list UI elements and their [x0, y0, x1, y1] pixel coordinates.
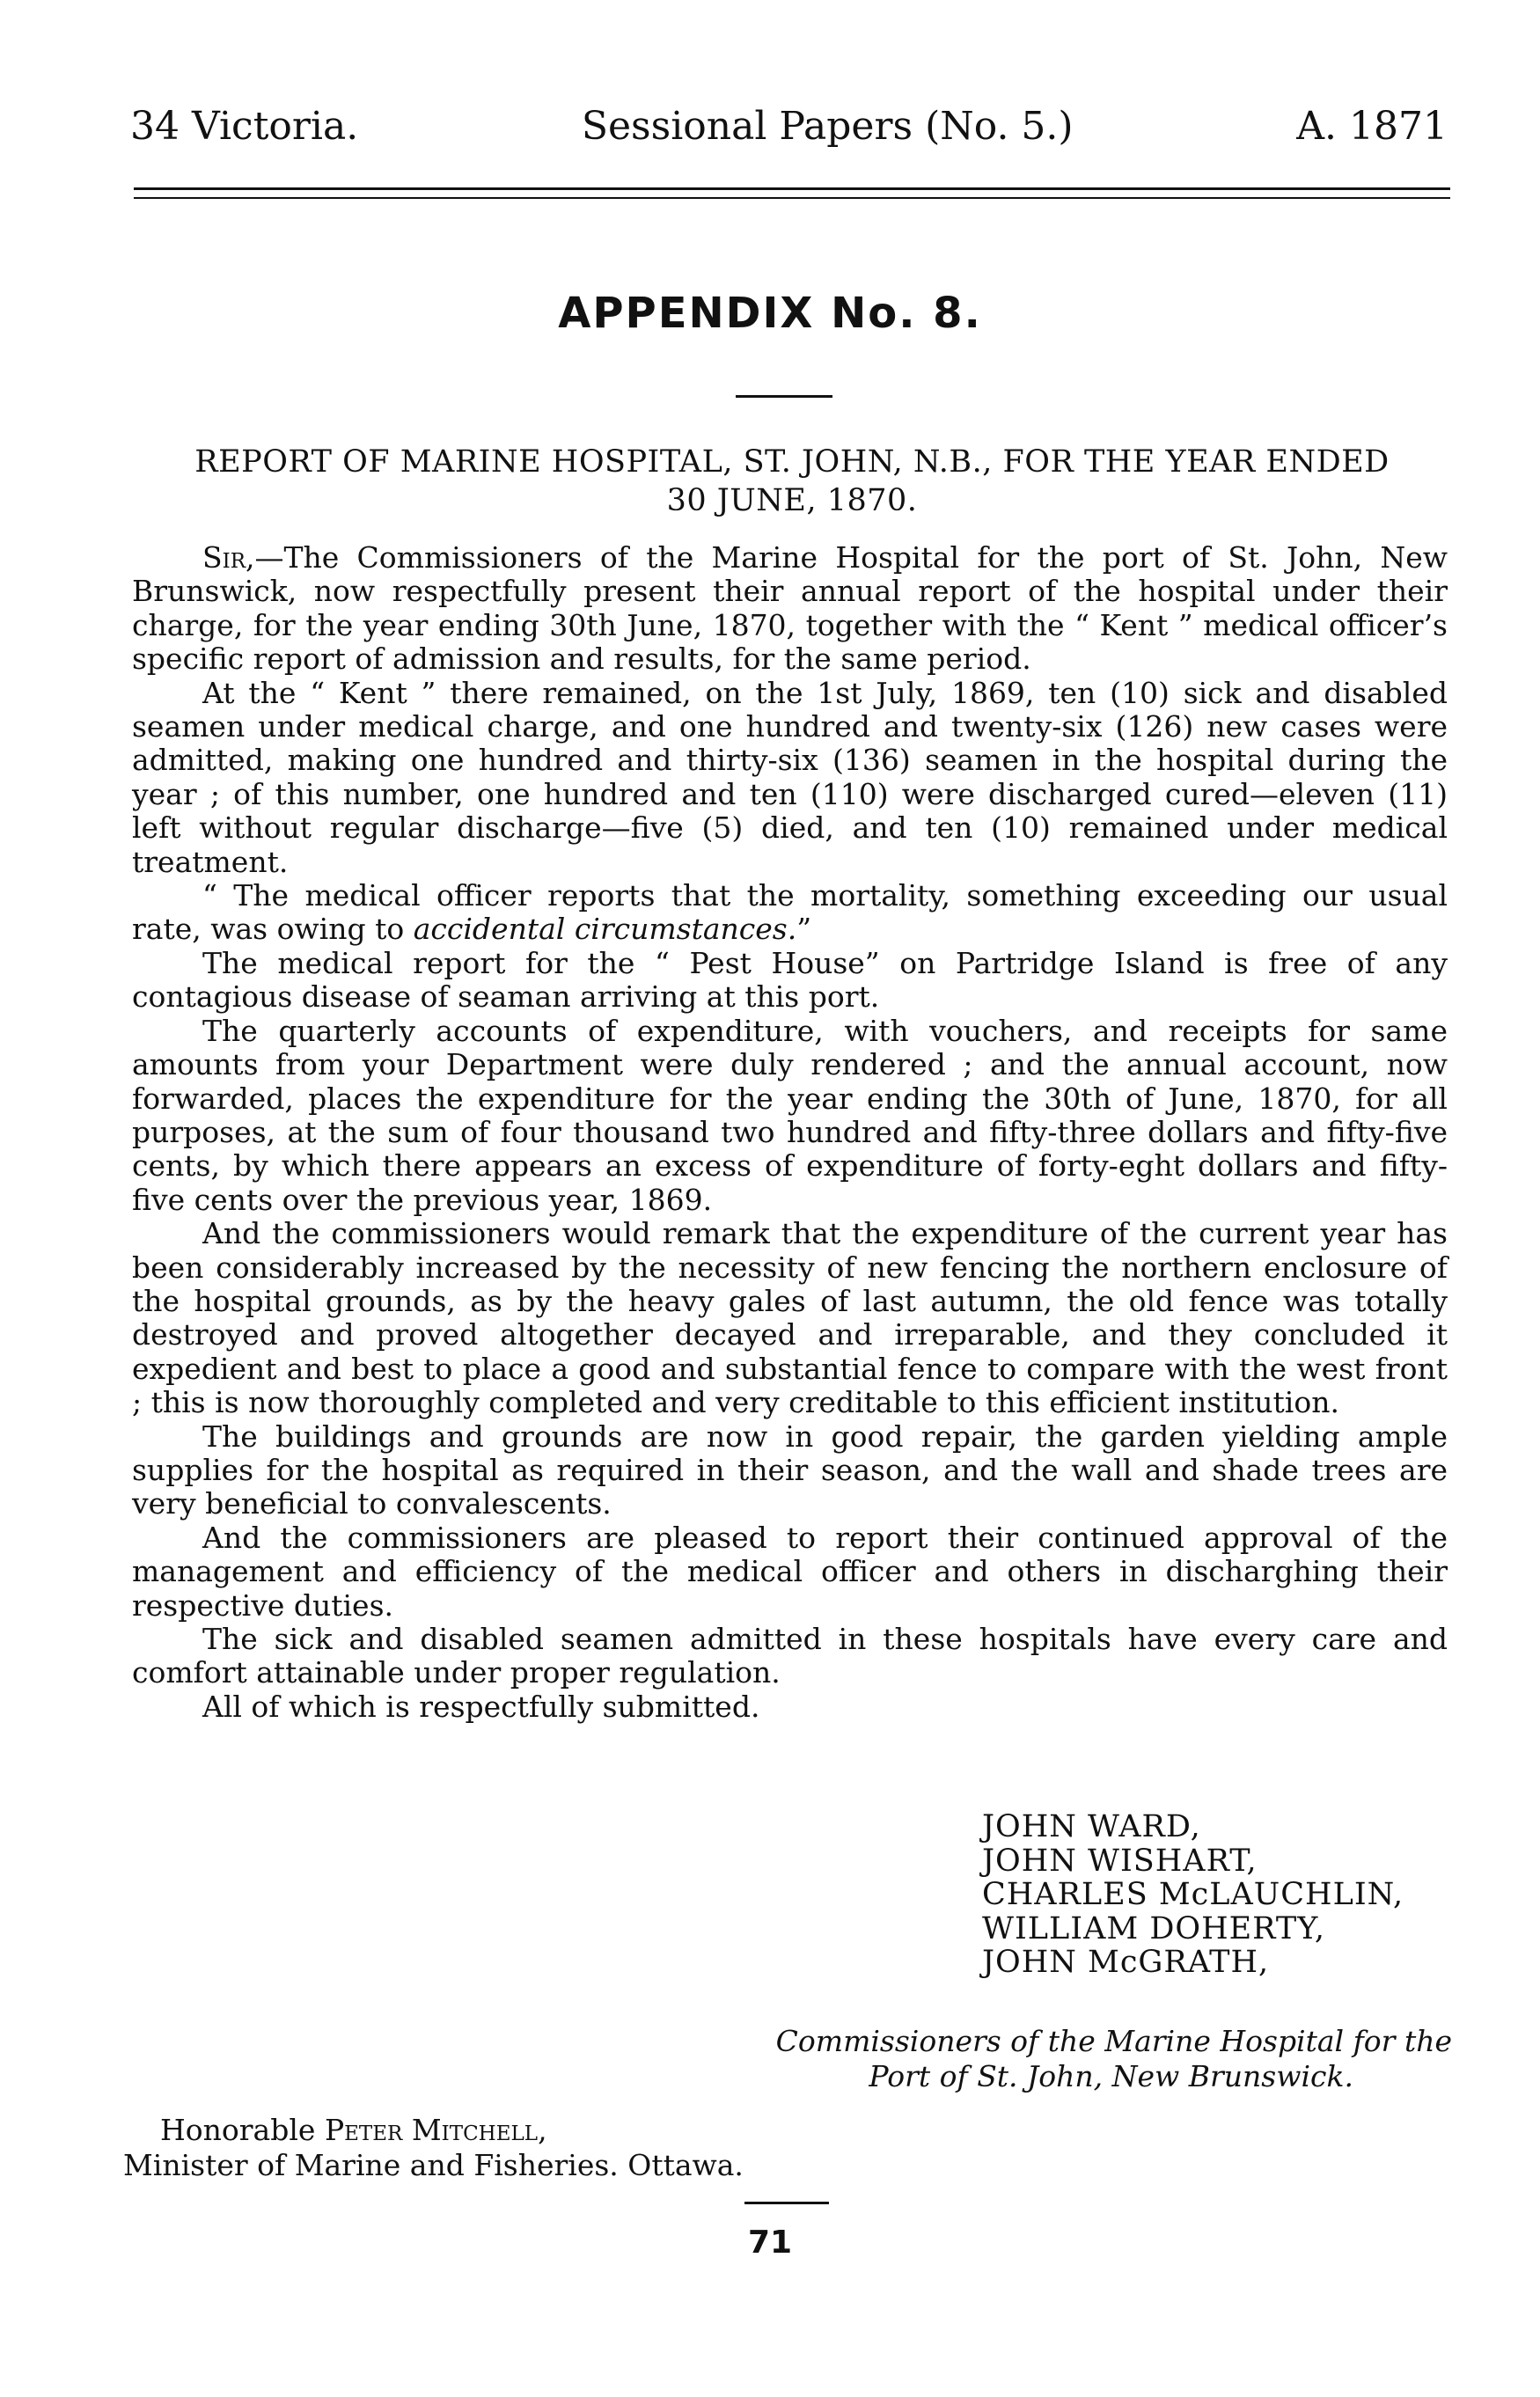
paragraph-7: The buildings and grounds are now in good repair, the garden yielding ample supplies for the hospital as required in their season, and the wall and shade trees are very beneficial to convalescents.: [132, 1418, 1448, 1521]
addressee-line-2: Minister of Marine and Fisheries. Ottawa.: [123, 2148, 744, 2182]
header-left: 34 Victoria.: [130, 104, 359, 149]
report-title-line-2: 30 JUNE, 1870.: [666, 483, 918, 518]
paragraph-2: At the “ Kent ” there remained, on the 1st July, 1869, ten (10) sick and disabled seamen under medical charge, and one hundred and twenty-six (126) new cases were admitted, making one hundred and thirty-six (136) seamen in the hospital during the year ; of this number, one hundred and ten (110) were discharged cured—eleven (11) left without regular discharge—five (5) died, and ten (10) remained under medical treatment.: [132, 675, 1448, 879]
signatory-name: CHARLES McLAUCHLIN,: [982, 1877, 1404, 1912]
paragraph-1: Sir,—The Commissioners of the Marine Hospital for the port of St. John, New Brunswick, now respectfully present their annual report of the hospital under their charge, for the year ending 30th June, 1870, together with the “ Kent ” medical officer’s specific report of admission and results, for the same period.: [132, 540, 1448, 677]
paragraph-10: All of which is respectfully submitted.: [202, 1689, 760, 1724]
commission-title: Commissioners of the Marine Hospital for the Port of St. John, New Brunswick.: [775, 2024, 1452, 2093]
header-rule: [134, 187, 1450, 199]
report-body: [132, 541, 1448, 1724]
paragraph-9: The sick and disabled seamen admitted in these hospitals have every care and comfort attainable under proper regulation.: [132, 1622, 1448, 1690]
signatory-name: JOHN WARD,: [982, 1809, 1201, 1844]
paragraph-4: The medical report for the “ Pest House” on Partridge Island is free of any contagious disease of seaman arriving at this port.: [132, 945, 1448, 1015]
header-center: Sessional Papers (No. 5.): [581, 104, 1074, 149]
signatory-name: WILLIAM DOHERTY,: [982, 1910, 1325, 1946]
addressee-line-1: Honorable Peter Mitchell,: [160, 2113, 547, 2147]
report-title: [132, 443, 1452, 520]
running-header: [130, 104, 1448, 149]
addressee: [123, 2113, 744, 2183]
salutation: Sir,: [202, 540, 255, 575]
page-number: 71: [747, 2225, 793, 2261]
appendix-title: APPENDIX No. 8.: [558, 289, 982, 338]
footer-rule: [744, 2202, 829, 2204]
paragraph-5: The quarterly accounts of expenditure, with vouchers, and receipts for same amounts from your Department were duly rendered ; and the annual account, now forwarded, places the expenditure for the year ending the 30th of June, 1870, for all purposes, at the sum of four thousand two hundred and fifty-three dollars and fifty-five cents, by which there appears an excess of expenditure of forty-eght dollars and fifty-five cents over the previous year, 1869.: [132, 1013, 1448, 1217]
signatory-name: JOHN WISHART,: [982, 1843, 1258, 1879]
signatory-list: [982, 1810, 1404, 1980]
paragraph-3: “ The medical officer reports that the mortality, something exceeding our usual rate, was owing to accidental circumstances.”: [132, 878, 1448, 947]
title-divider: [736, 395, 832, 398]
paragraph-6: And the commissioners would remark that the expenditure of the current year has been considerably increased by the necessity of new fencing the northern enclosure of the hospital grounds, as by the heavy gales of last autumn, the old fence was totally destroyed and proved altogether decayed and irreparable, and they concluded it expedient and best to place a good and substantial fence to compare with the west front ; this is now thoroughly completed and very creditable to this efficient institution.: [132, 1216, 1448, 1420]
report-title-line-1: REPORT OF MARINE HOSPITAL, ST. JOHN, N.B., FOR THE YEAR ENDED: [194, 444, 1390, 480]
paragraph-8: And the commissioners are pleased to report their continued approval of the management and efficiency of the medical officer and others in discharghing their respective duties.: [132, 1520, 1448, 1623]
header-right: A. 1871: [1296, 104, 1448, 149]
signatory-name: JOHN McGRATH,: [982, 1945, 1270, 1980]
